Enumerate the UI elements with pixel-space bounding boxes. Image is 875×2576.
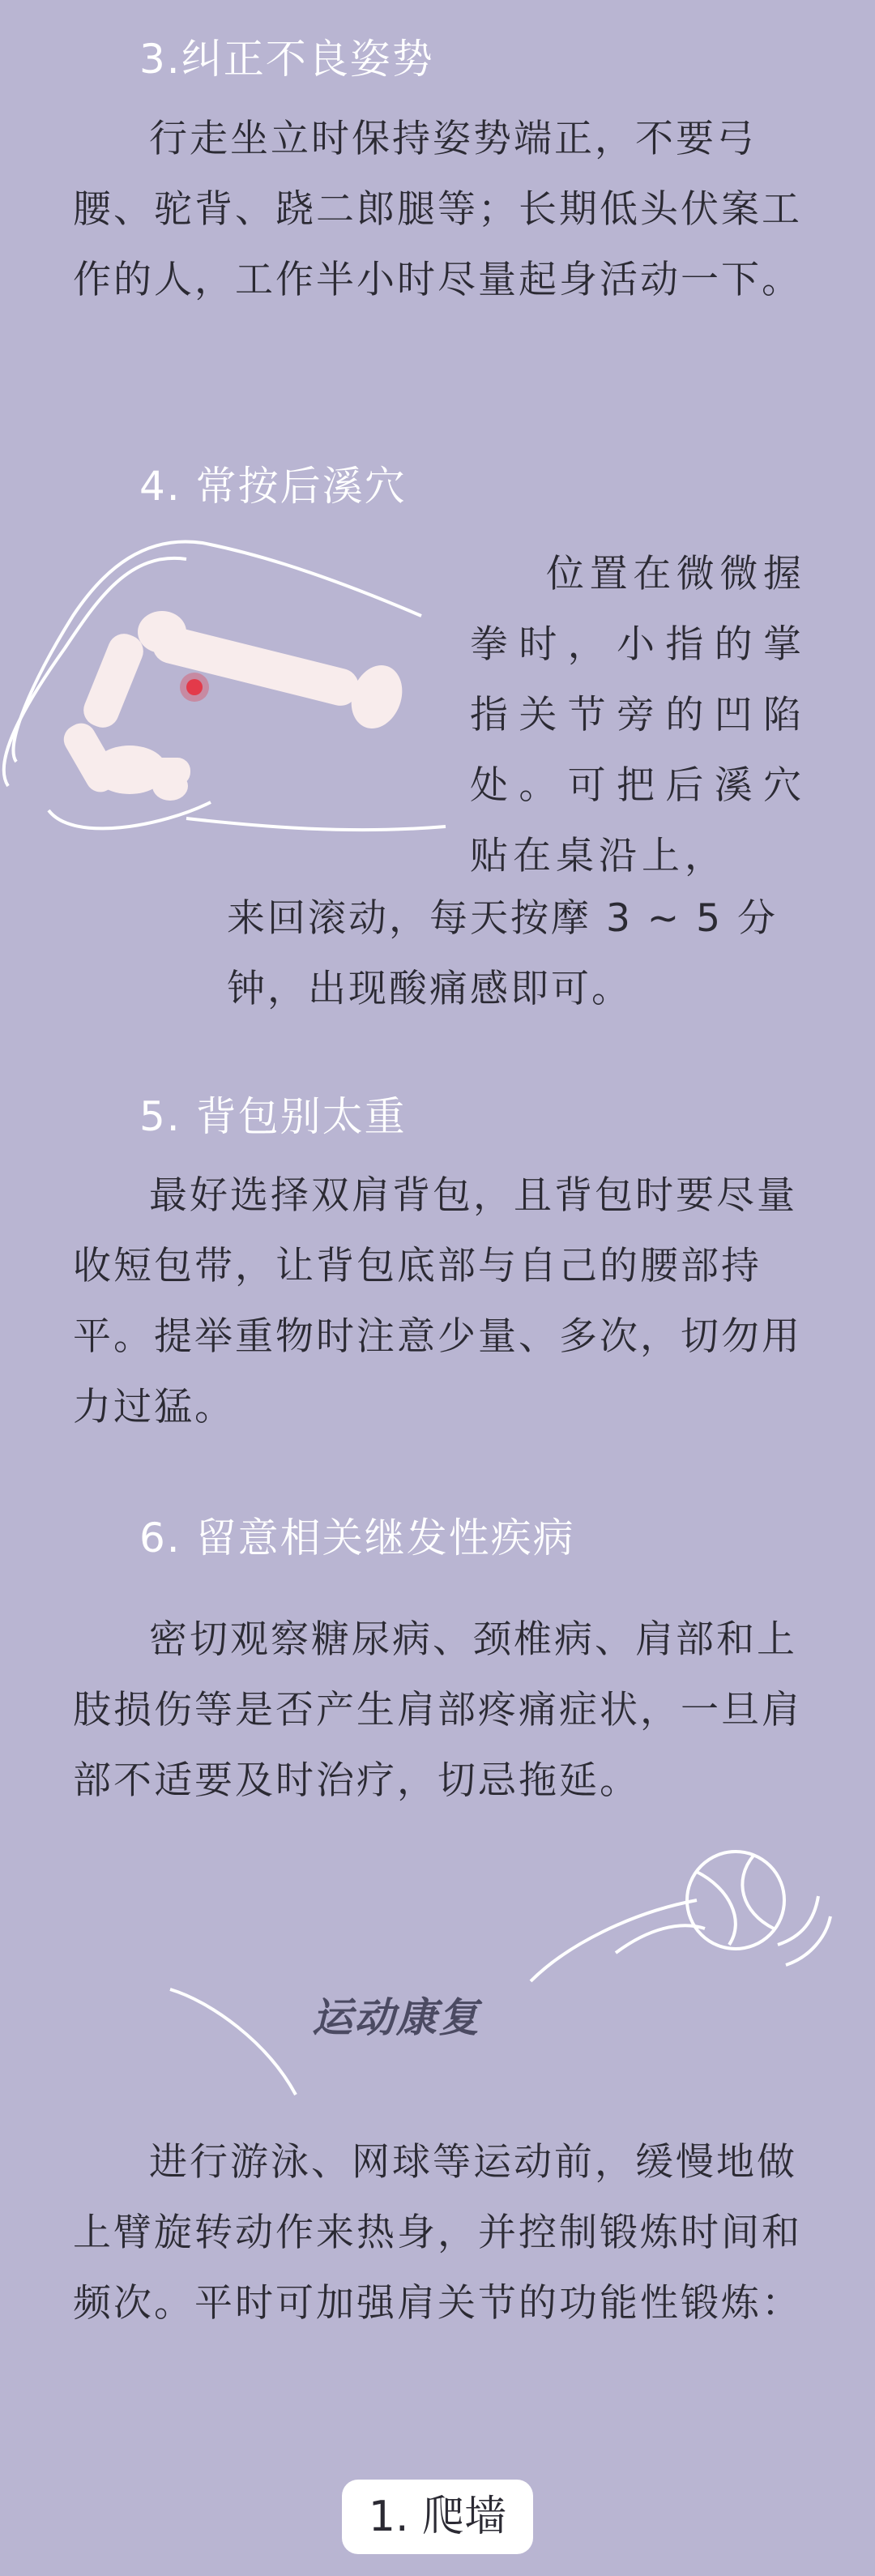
- exercise-item-1: 1. 爬墙: [342, 2480, 533, 2554]
- section-3-body: 行走坐立时保持姿势端正，不要弓腰、驼背、跷二郎腿等；长期低头伏案工作的人，工作半小时尽量起身活动一下。: [73, 117, 802, 302]
- section-6-body: 密切观察糖尿病、颈椎病、肩部和上肢损伤等是否产生肩部疼痛症状，一旦肩部不适要及时治疗，切忌拖延。: [73, 1617, 802, 1803]
- section-5-heading: 5. 背包别太重: [139, 1093, 407, 1140]
- motion-lines: [0, 1839, 875, 2099]
- hand-bone-illustration: [0, 519, 454, 843]
- section-3-heading: 3.纠正不良姿势: [139, 36, 434, 83]
- section-4-body-bottom: 来回滚动，每天按摩 3 ~ 5 分钟，出现酸痛感即可。: [227, 896, 778, 1011]
- section-5-body: 最好选择双肩背包，且背包时要尽量收短包带，让背包底部与自己的腰部持平。提举重物时注意少量、多次，切勿用力过猛。: [73, 1173, 802, 1429]
- tennis-ball-icon: [687, 1852, 784, 1949]
- exercise-title: 运动康复: [312, 1994, 480, 2041]
- section-4-body-right: 位置在微微握拳时，小指的掌指关节旁的凹陷处。可把后溪穴贴在桌沿上，: [470, 552, 806, 878]
- section-6-heading: 6. 留意相关继发性疾病: [139, 1514, 575, 1561]
- exercise-intro: 进行游泳、网球等运动前，缓慢地做上臂旋转动作来热身，并控制锻炼时间和频次。平时可加强肩关节的功能性锻炼：: [73, 2140, 802, 2326]
- section-4-heading: 4. 常按后溪穴: [139, 463, 407, 510]
